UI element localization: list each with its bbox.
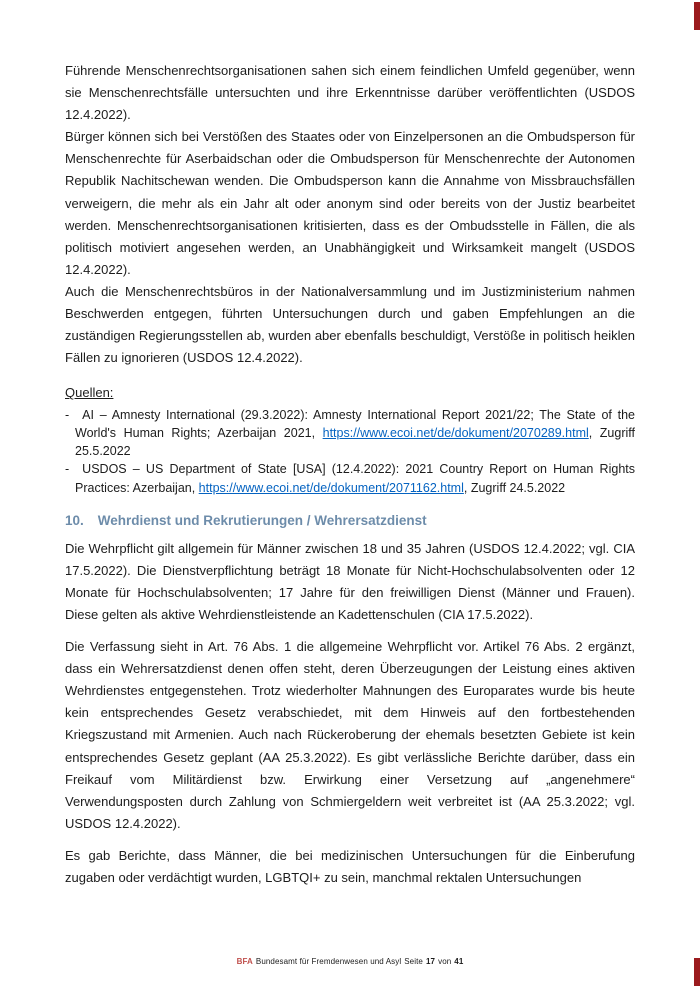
sources-label: Quellen: bbox=[65, 385, 114, 401]
paragraph-berichte-lgbtqi: Es gab Berichte, dass Männer, die bei medizinischen Untersuchungen für die Einberufung zugaben oder verdächtigt wurden, LGBTQI+ zu sein, manchmal rektalen Untersuchungen bbox=[65, 847, 635, 886]
red-edge-bar-bottom bbox=[694, 958, 700, 986]
footer-page-current: 17 bbox=[425, 957, 436, 966]
list-dash-bullet: - bbox=[65, 462, 70, 477]
section-title: Wehrdienst und Rekrutierungen / Wehrersatzdienst bbox=[97, 512, 427, 528]
page-footer bbox=[0, 957, 700, 966]
source-link-ecoi-2070289[interactable]: https://www.ecoi.net/de/dokument/2070289.html bbox=[322, 426, 589, 441]
list-dash-bullet: - bbox=[65, 408, 70, 423]
paragraph-verfassung: Die Verfassung sieht in Art. 76 Abs. 1 die allgemeine Wehrpflicht vor. Artikel 76 Abs. 2 ergänzt, dass ein Wehrersatzdienst denen offen steht, deren Überzeugungen der Leistung eines aktiven Wehrdienstes entgegenstehen. Trotz wiederholter Mahnungen des Europarates wurde bis heute kein entsprechendes Gesetz verabschiedet, mit dem Hinweis auf den fortbestehenden Kriegszustand mit Armenien. Auch nach Rückeroberung der ehemals besetzten Gebiete ist kein entsprechendes Gesetz geplant (AA 25.3.2022). Es gibt verlässliche Berichte darüber, dass ein Freikauf vom Militärdienst bzw. Erwirkung einer Versetzung auf „angenehmere“ Verwendungsposten durch Zahlung von Schmiergeldern weit verbreitet ist (AA 25.3.2022; vgl. USDOS 12.4.2022). bbox=[65, 639, 635, 831]
footer-org-name: Bundesamt für Fremdenwesen und Asyl bbox=[255, 957, 402, 966]
paragraph-human-rights-offices: Auch die Menschenrechtsbüros in der Nationalversammlung und im Justizministerium nahmen Beschwerden entgegen, führten Untersuchungen durch und gaben Empfehlungen an die zuständigen Regierungsstellen ab, wurden aber ebenfalls beschuldigt, Verstöße in politisch heiklen Fällen zu ignorieren (USDOS 12.4.2022). bbox=[65, 283, 635, 366]
document-body bbox=[65, 60, 635, 899]
source-text-prefix: USDOS – US Department of State [USA] (12.4.2022): 2021 Country Report on Human Rights Practices: Azerbaijan, bbox=[75, 462, 635, 495]
source-text-suffix: , Zugriff 24.5.2022 bbox=[463, 480, 566, 495]
section-number: 10. bbox=[65, 512, 84, 528]
sources-list bbox=[65, 406, 635, 497]
footer-page-word: Seite bbox=[404, 957, 423, 966]
footer-org-abbr: BFA bbox=[236, 957, 253, 966]
red-edge-bar-top bbox=[694, 2, 700, 30]
paragraph-human-rights-orgs: Führende Menschenrechtsorganisationen sahen sich einem feindlichen Umfeld gegenüber, wenn sie Menschenrechtsfälle untersuchten und ihre Erkenntnisse darüber veröffentlichten (USDOS 12.4.2022). bbox=[65, 63, 635, 123]
paragraph-wehrpflicht: Die Wehrpflicht gilt allgemein für Männer zwischen 18 und 35 Jahren (USDOS 12.4.2022; vgl. CIA 17.5.2022). Die Dienstverpflichtung beträgt 18 Monate für Nicht-Hochschulabsolventen oder 12 Monate für Hochschulabsolventen; 17 Jahre für den freiwilligen Dienst (Männer und Frauen). Diese gelten als aktive Wehrdienstleistende an Kadettenschulen (CIA 17.5.2022). bbox=[65, 540, 635, 623]
source-link-ecoi-2071162[interactable]: https://www.ecoi.net/de/dokument/2071162.html bbox=[198, 480, 464, 495]
source-text-suffix: , Zugriff 25.5.2022 bbox=[75, 426, 635, 459]
footer-page-total: 41 bbox=[454, 957, 464, 966]
footer-von: von bbox=[438, 957, 452, 966]
source-item-amnesty bbox=[65, 406, 635, 460]
source-text-prefix: AI – Amnesty International (29.3.2022): Amnesty International Report 2021/22; The State of the World's Human Rights; Azerbaijan 2021, bbox=[75, 408, 635, 441]
paragraph-ombudsperson: Bürger können sich bei Verstößen des Staates oder von Einzelpersonen an die Ombudsperson für Menschenrechte für Aserbaidschan oder die Ombudsperson für Menschenrechte der Autonomen Republik Nachitschewan wenden. Die Ombudsperson kann die Annahme von Missbrauchsfällen verweigern, die mehr als ein Jahr alt oder anonym sind oder bereits von der Justiz bearbeitet werden. Menschenrechtsorganisationen kritisierten, dass es der Ombudsstelle in Fällen, die als politisch motiviert angesehen werden, an Unabhängigkeit und Wirksamkeit mangelt (USDOS 12.4.2022). bbox=[65, 129, 635, 277]
section-heading-wehrdienst bbox=[65, 513, 635, 528]
source-item-usdos bbox=[65, 460, 635, 496]
